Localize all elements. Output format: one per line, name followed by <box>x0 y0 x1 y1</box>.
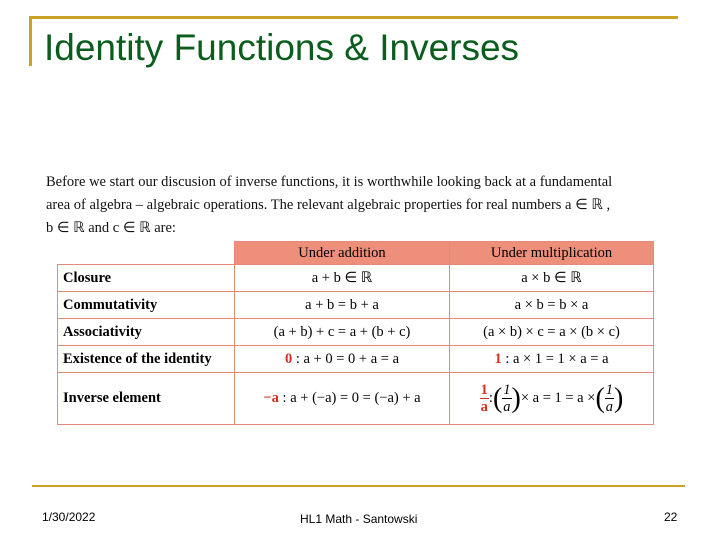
row-label: Closure <box>58 265 235 292</box>
intro-paragraph <box>46 171 676 240</box>
slide-number: 22 <box>664 510 678 524</box>
intro-line-3: b ∈ ℝ and c ∈ ℝ are: <box>46 220 176 236</box>
fraction-numerator: 1 <box>503 382 511 398</box>
open-paren: ( <box>492 382 503 414</box>
footer-date: 1/30/2022 <box>42 510 96 524</box>
algebraic-properties-table <box>57 241 654 425</box>
fraction-numerator: 1 <box>605 382 614 398</box>
row-label: Associativity <box>58 319 235 346</box>
multiplication-cell: a × b = b × a <box>450 292 654 319</box>
expr-part-1: : <box>488 390 493 406</box>
inline-fraction-2 <box>605 382 614 415</box>
table-row-commutativity <box>58 292 654 319</box>
header-multiplication: Under multiplication <box>450 242 654 265</box>
close-paren: ) <box>511 382 521 414</box>
table-row-identity <box>58 346 654 373</box>
fraction-denominator: a <box>503 399 511 415</box>
left-decorative-rule <box>29 16 32 66</box>
addition-inverse-expr: : a + (−a) = 0 = (−a) + a <box>278 390 421 406</box>
addition-cell: a + b ∈ ℝ <box>235 265 450 292</box>
fraction-numerator: 1 <box>480 382 488 398</box>
intro-line-1: Before we start our discusion of inverse functions, it is worthwhile looking back at a fundamental <box>46 174 613 190</box>
addition-cell: a + b = b + a <box>235 292 450 319</box>
table-row-closure <box>58 265 654 292</box>
table-row-associativity <box>58 319 654 346</box>
footer-course: HL1 Math - Santowski <box>300 512 418 526</box>
multiplication-inverse-expr <box>480 382 624 415</box>
top-decorative-rule <box>32 16 678 19</box>
table-row-inverse <box>58 373 654 425</box>
addition-cell <box>235 346 450 373</box>
slide-title: Identity Functions & Inverses <box>44 27 520 68</box>
addition-identity-expr: : a + 0 = 0 + a = a <box>292 350 400 367</box>
header-addition: Under addition <box>235 242 450 265</box>
open-paren: ( <box>595 382 605 414</box>
multiplication-cell: (a × b) × c = a × (b × c) <box>450 319 654 346</box>
multiplicative-identity: 1 <box>494 350 502 367</box>
fraction-denominator: a <box>605 399 614 415</box>
footer-rule <box>32 485 685 487</box>
multiplication-identity-expr: : a × 1 = 1 × a = a <box>501 350 609 367</box>
close-paren: ) <box>614 382 624 414</box>
row-label: Commutativity <box>58 292 235 319</box>
inline-fraction-1 <box>502 382 511 415</box>
intro-line-2: area of algebra – algebraic operations. The relevant algebraic properties for real numbers a ∈ ℝ , <box>46 197 611 213</box>
additive-inverse: −a <box>263 390 279 406</box>
row-label: Existence of the identity <box>58 346 235 373</box>
fraction-denominator: a <box>480 399 488 415</box>
expr-part-2: × a = 1 = a × <box>520 390 596 406</box>
table-header-row <box>58 242 654 265</box>
header-blank <box>58 242 235 265</box>
additive-identity: 0 <box>284 350 293 367</box>
multiplication-cell <box>450 373 654 425</box>
row-label: Inverse element <box>58 373 235 425</box>
multiplicative-inverse-fraction <box>480 382 489 415</box>
multiplication-cell: a × b ∈ ℝ <box>450 265 654 292</box>
addition-cell: (a + b) + c = a + (b + c) <box>235 319 450 346</box>
multiplication-cell <box>450 346 654 373</box>
addition-cell <box>235 373 450 425</box>
